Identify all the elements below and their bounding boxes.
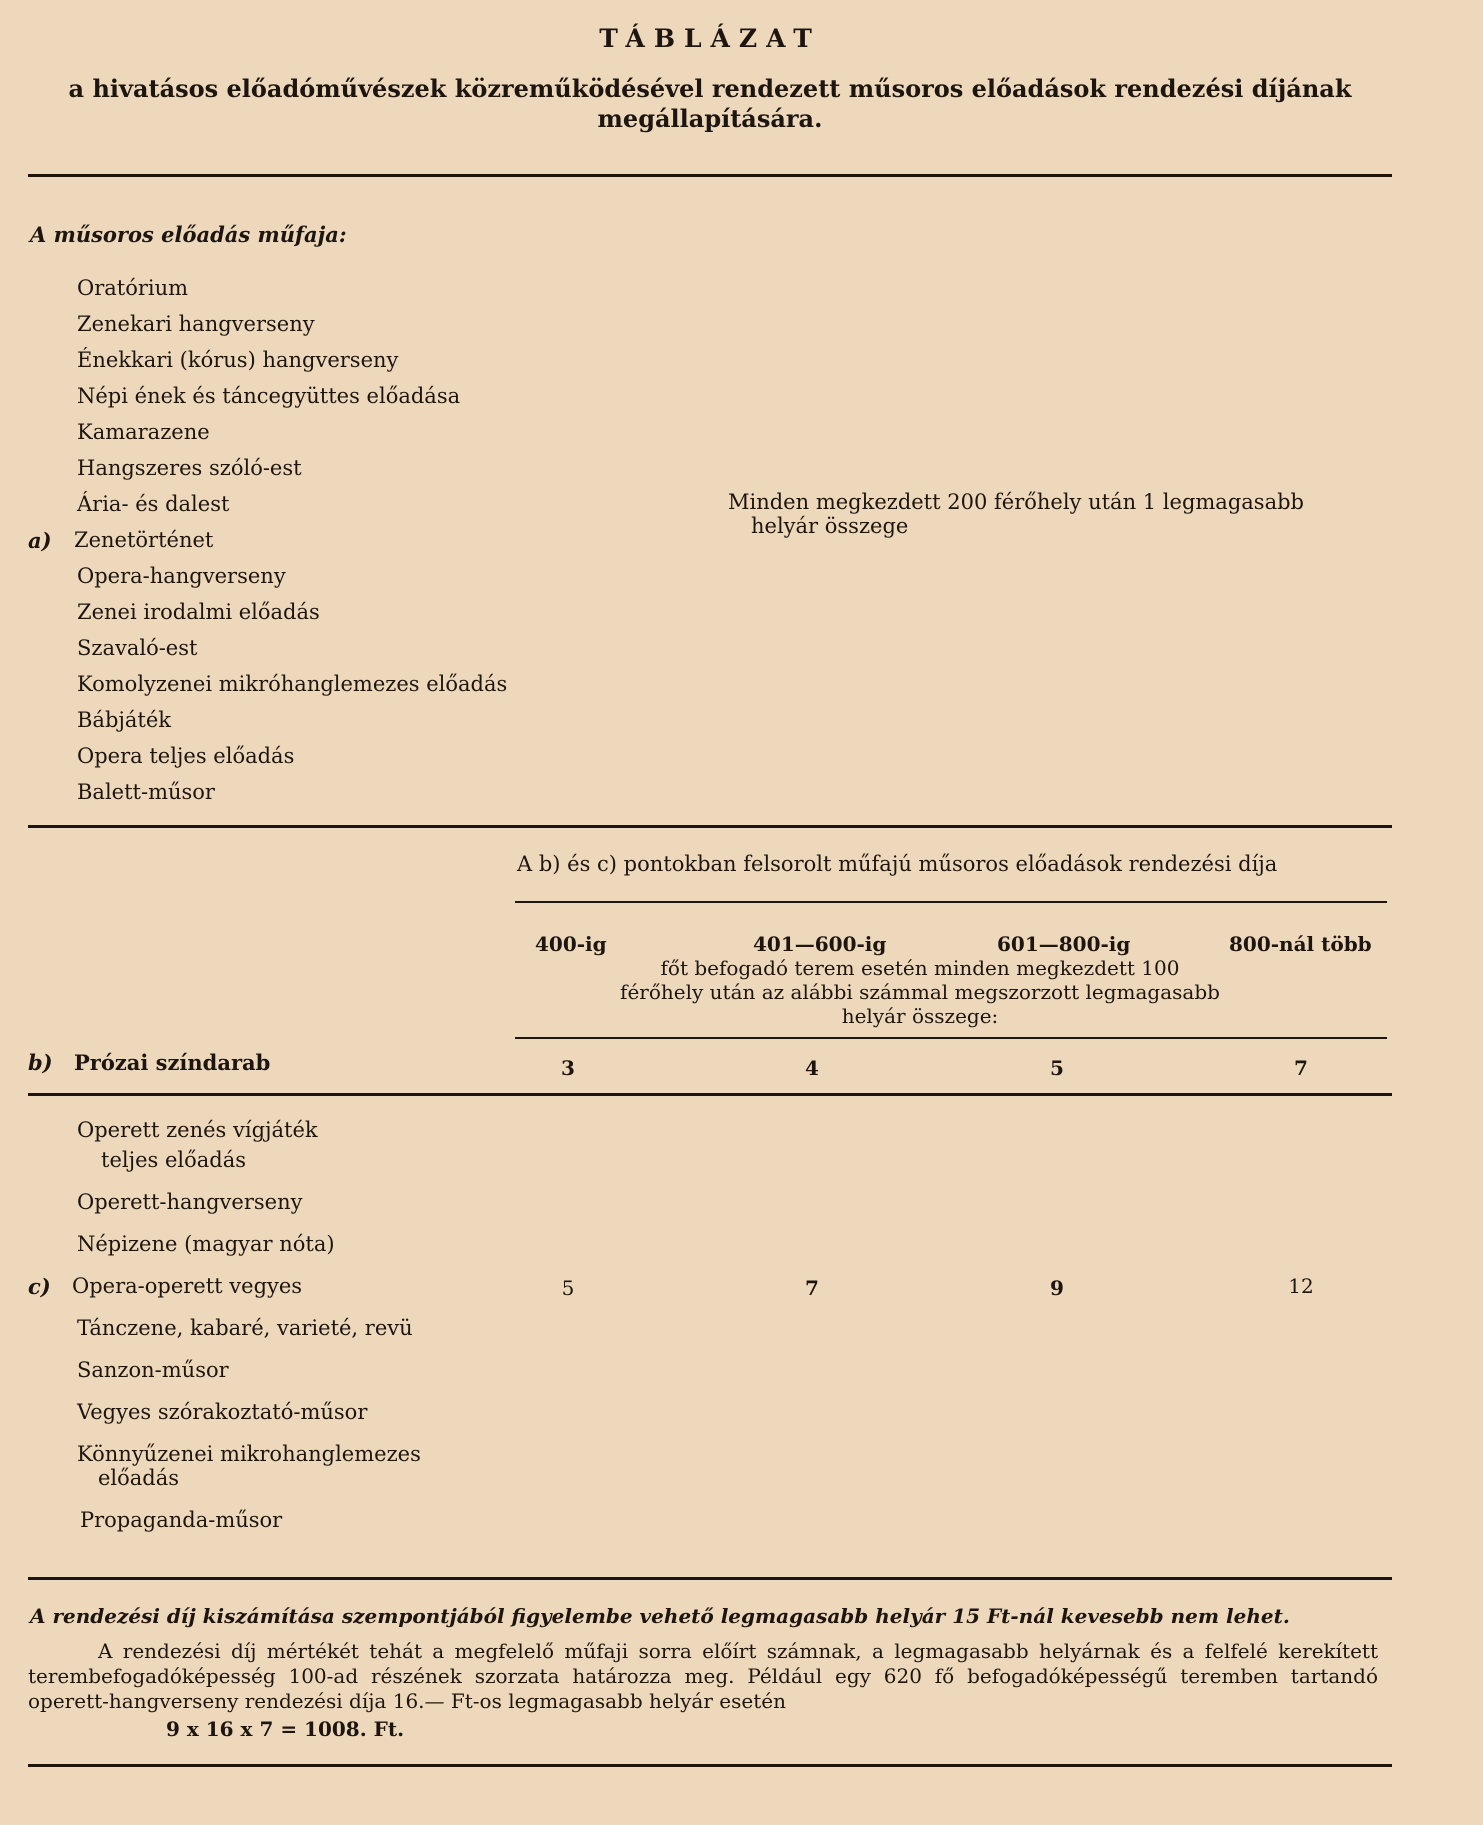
section-a-letter: a) [28,528,52,553]
divider [515,901,1387,903]
list-item: Operett zenés vígjáték [77,1118,318,1142]
divider [28,1764,1392,1767]
list-item: Zenei irodalmi előadás [77,600,320,624]
list-item: Népizene (magyar nóta) [77,1232,335,1256]
divider [28,1093,1392,1096]
list-item: Oratórium [77,276,189,300]
divider [28,1577,1392,1580]
list-item: Tánczene, kabaré, varieté, revü [77,1316,413,1340]
page-subtitle: a hivatásos előadóművészek közreműködésével rendezett műsoros előadások rendezési díjának megállapítására. [68,74,1352,133]
list-item: Vegyes szórakoztató-műsor [77,1400,368,1424]
section-b-value-1: 3 [561,1056,575,1080]
divider [28,174,1392,177]
list-item: Énekkari (kórus) hangverseny [77,348,399,372]
list-item: Opera teljes előadás [77,744,295,768]
divider [515,1037,1387,1039]
list-item: Sanzon-műsor [77,1358,229,1382]
example-formula: 9 x 16 x 7 = 1008. Ft. [166,1717,405,1741]
section-c-value-4: 12 [1288,1274,1314,1298]
section-c-letter: c) [28,1274,51,1299]
section-a-rule-line2: helyár összege [751,514,909,538]
genre-heading: A műsoros előadás műfaja: [30,222,347,247]
section-a-rule-line1: Minden megkezdett 200 férőhely után 1 legmagasabb [728,490,1304,514]
note-minimum-price: A rendezési díj kiszámítása szempontjából figyelembe vehető legmagasabb helyár 15 Ft-nál kevesebb nem lehet. [30,1604,1290,1628]
list-item: Opera-hangverseny [77,564,286,588]
list-item: Komolyzenei mikróhanglemezes előadás [77,672,508,696]
section-b-item: Prózai színdarab [74,1050,271,1075]
list-item: Propaganda-műsor [80,1508,283,1532]
divider [28,825,1392,828]
list-item: Zenekari hangverseny [77,312,315,336]
list-item: Opera-operett vegyes [72,1274,303,1298]
list-item: Szavaló-est [77,636,198,660]
section-b-value-2: 4 [805,1056,819,1080]
section-b-letter: b) [28,1050,53,1075]
section-b-value-3: 5 [1050,1056,1064,1080]
list-item: Hangszeres szóló-est [77,456,302,480]
list-item: Zenetörténet [74,528,214,552]
bc-heading: A b) és c) pontokban felsorolt műfajú műsoros előadások rendezési díja [517,852,1278,876]
list-item: Operett-hangverseny [77,1190,303,1214]
list-item: Ária- és dalest [77,492,230,516]
list-item: Balett-műsor [77,780,215,804]
column-header-3: 601—800-ig [997,932,1131,956]
page-title: TÁBLÁZAT [599,24,821,53]
section-c-value-2: 7 [805,1276,819,1300]
list-item: teljes előadás [101,1148,247,1172]
list-item: előadás [98,1466,180,1490]
section-c-value-1: 5 [561,1276,575,1300]
column-header-4: 800-nál több [1229,932,1372,956]
column-header-2: 401—600-ig [753,932,887,956]
column-description: főt befogadó terem esetén minden megkezdett 100 férőhely után az alábbi számmal megszorzott legmagasabb helyár összege: [620,956,1220,1028]
list-item: Bábjáték [77,708,172,732]
column-header-1: 400-ig [535,932,607,956]
section-b-value-4: 7 [1294,1056,1308,1080]
list-item: Népi ének és táncegyüttes előadása [77,384,461,408]
list-item: Kamarazene [77,420,210,444]
section-c-value-3: 9 [1050,1276,1064,1300]
calculation-paragraph: A rendezési díj mértékét tehát a megfelelő műfaji sorra előírt számnak, a legmagasabb helyárnak és a felfelé kerekített terembefogadóképesség 100-ad részének szorzata határozza meg. Például egy 620 fő befogadóképességű teremben tartandó operett-hangverseny rendezési díja 16.— Ft-os legmagasabb helyár esetén [28,1639,1378,1713]
list-item: Könnyűzenei mikrohanglemezes [77,1442,421,1466]
